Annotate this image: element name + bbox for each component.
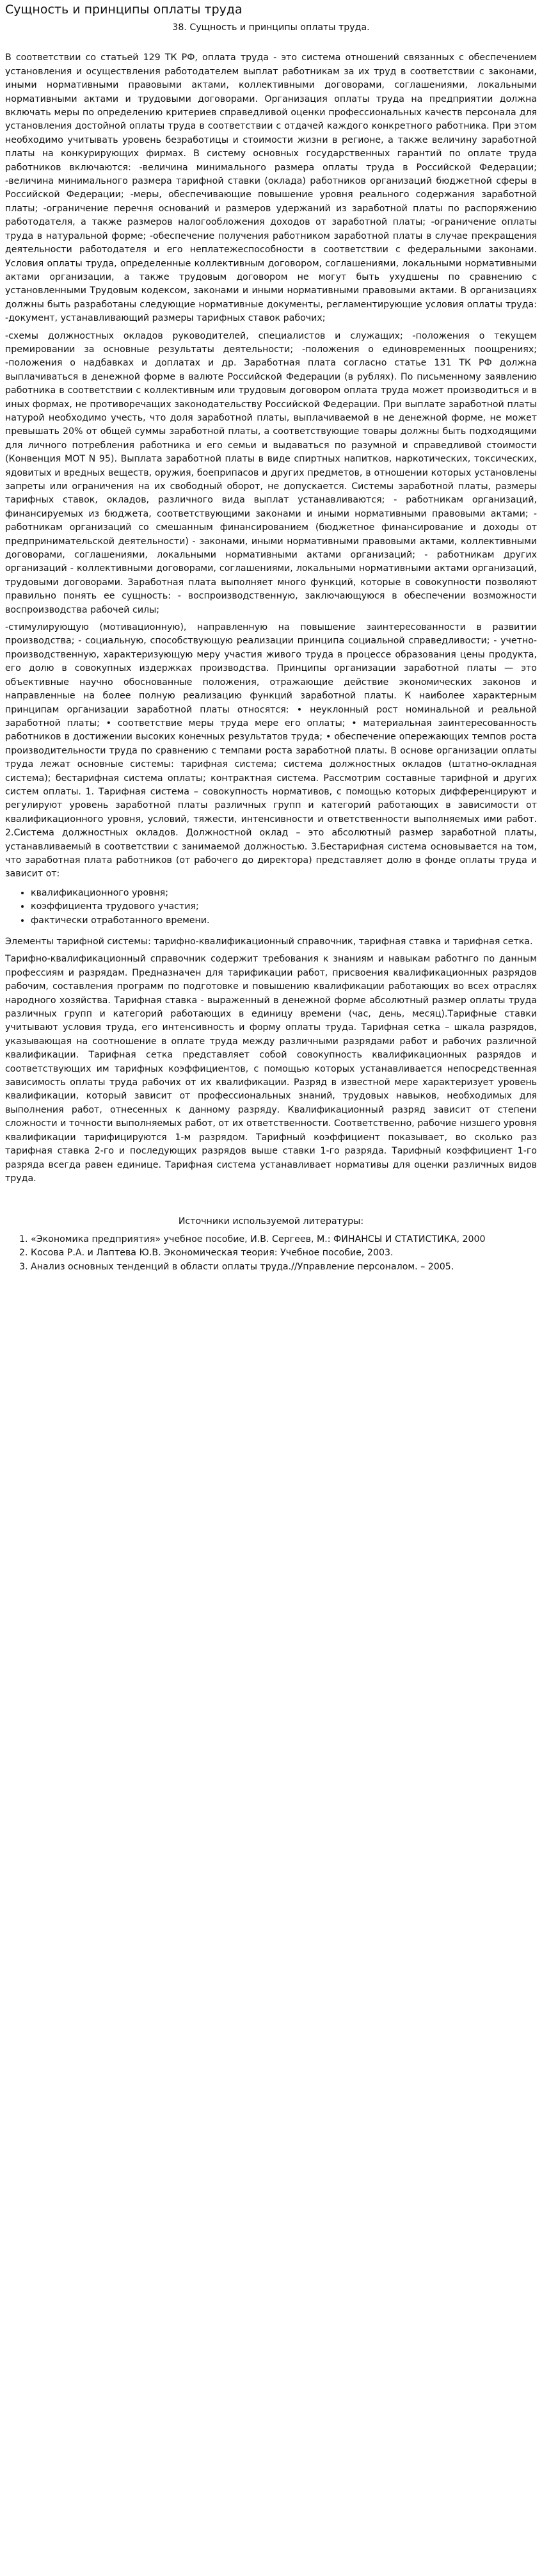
paragraph: Тарифно-квалификационный справочник содержит требования к знаниям и навыкам работнго по данным профессиям и разрядам. Предназначен для тарификации работ, присвоения квалификационных разрядов рабочим, составления программ по подготовке и повышению квалификации работающих во всех отраслях народного хозяйства. Тарифная ставка - выраженный в денежной форме абсолютный размер оплаты труда различных групп и категорий работающих в единицу времени (час, день, месяц).Тарифные ставки учитывают условия труда, его интенсивность и форму оплаты труда. Тарифная сетка – шкала разрядов, указывающая на соотношение в оплате труда между различными разрядами работ и рабочих различной квалификации. Тарифная сетка представляет собой совокупность квалификационных разрядов и соответствующих им тарифных коэффициентов, с помощью которых устанавливается непосредственная зависимость оплаты труда рабочих от их квалификации. Разряд в известной мере характеризует уровень квалификации, который зависит от профессиональных знаний, трудовых навыков, необходимых для выполнения работ, отнесенных к данному разряду. Квалификационный разряд зависит от степени сложности и точности выполняемых работ, от их ответственности. Соответственно, рабочие низшего уровня квалификации тарифицируются 1-м разрядом. Тарифный коэффициент показывает, во сколько раз тарифная ставка 2-го и последующих разрядов выше ставки 1-го разряда. Тарифный коэффициент 1-го разряда всегда равен единице. Тарифная система устанавливает нормативы для оценки различных видов труда. [5, 954, 537, 1184]
list-item: • фактически отработанного времени. [31, 914, 537, 928]
paragraph: В соответствии со статьей 129 ТК РФ, оплата труда - это система отношений связанных с обеспечением установления и осуществления работодателем выплат работникам за их труд в соответствии с законами, иными нормативными правовыми актами, коллективными договорами, соглашениями, локальными нормативными актами и трудовыми договорами. Организация оплаты труда на предприятии должна включать меры по определению критериев справедливой оценки профессиональных качеств персонала для установления достойной оплаты труда в соответствии с отдачей каждого конкретного работника. При этом необходимо учитывать уровень безработицы и стоимости жизни в регионе, а также величину заработной платы на конкурирующих фирмах. В систему основных государственных гарантий по оплате труда работников включаются: -величина минимального размера оплаты труда в Российской Федерации; -величина минимального размера тарифной ставки (оклада) работников организаций бюджетной сферы в Российской Федерации; -меры, обеспечивающие повышение уровня реального содержания заработной платы; -ограничение перечня оснований и размеров удержаний из заработной платы по распоряжению работодателя, а также размеров налогообложения доходов от заработной платы; -ограничение оплаты труда в натуральной форме; -обеспечение получения работником заработной платы в случае прекращения деятельности работодателя и его неплатежеспособности в соответствии с федеральными законами. Условия оплаты труда, определенные коллективным договором, соглашениями, локальными нормативными актами организации, а также трудовым договором не могут быть ухудшены по сравнению с установленными Трудовым кодексом, законами и иными нормативными правовыми актами. В организациях должны быть разработаны следующие нормативные документы, регламентирующие условия оплаты труда: -документ, устанавливающий размеры тарифных ставок рабочих; [5, 52, 537, 324]
list-item: 3. Анализ основных тенденций в области оплаты труда.//Управление персоналом. – 2005. [31, 1260, 537, 1274]
list-item: 1. «Экономика предприятия» учебное пособие, И.В. Сергеев, М.: ФИНАНСЫ И СТАТИСТИКА, 2000 [31, 1233, 537, 1246]
list-item: • квалификационного уровня; [31, 887, 537, 900]
list-item: • коэффициента трудового участия; [31, 900, 537, 914]
factors-list [5, 887, 537, 928]
list-item: 2. Косова Р.А. и Лаптева Ю.В. Экономическая теория: Учебное пособие, 2003. [31, 1246, 537, 1260]
paragraph: -стимулирующую (мотивационную), направленную на повышение заинтересованности в развитии производства; - социальную, способствующую реализации принципа социальной справедливости; - учетно-производственную, характеризующую меру участия живого труда в процессе образования цены продукта, его долю в совокупных издержках производства. Принципы организации заработной платы — это объективные научно обоснованные положения, отражающие действие экономических законов и направленные на более полную реализацию функций заработной платы. К наиболее характерным принципам организации заработной платы относятся: • неуклонный рост номинальной и реальной заработной платы; • соответствие меры труда мере его оплаты; • материальная заинтересованность работников в достижении высоких конечных результатов труда; • обеспечение опережающих темпов роста производительности труда по сравнению с темпами роста заработной платы. В основе организации оплаты труда лежат основные системы: тарифная система; система должностных окладов (штатно-окладная система); бестарифная система оплаты; контрактная система. Рассмотрим составные тарифной и других систем оплаты. 1. Тарифная система – совокупность нормативов, с помощью которых дифференцируют и регулируют уровень заработной платы различных групп и категорий работающих в зависимости от квалификационного уровня, условий, тяжести, интенсивности и ответственности выполняемых ими работ. 2.Система должностных окладов. Должностной оклад – это абсолютный размер заработной платы, устанавливаемый в соответствии с занимаемой должностью. 3.Бестарифная система основывается на том, что заработная плата работников (от рабочего до директора) представляет долю в фонде оплаты труда и зависит от: [5, 622, 537, 880]
article-subtitle: 38. Сущность и принципы оплаты труда. [172, 22, 370, 33]
sources-list [5, 1233, 537, 1274]
paragraph: Элементы тарифной системы: тарифно-квалификационный справочник, тарифная ставка и тарифная сетка. [5, 937, 533, 947]
paragraph: -схемы должностных окладов руководителей, специалистов и служащих; -положения о текущем премировании за основные результаты деятельности; -положения о единовременных поощрениях; -положения о надбавках и доплатах и др. Заработная плата согласно статье 131 ТК РФ должна выплачиваться в денежной форме в валюте Российской Федерации (в рублях). По письменному заявлению работника в соответствии с коллективным или трудовым договором оплата труда может производиться и в иных формах, не противоречащих законодательству Российской Федерации. При выплате заработной платы натурой необходимо учесть, что доля заработной платы, выплачиваемой в не денежной форме, не может превышать 20% от общей суммы заработной платы, а соответствующие товары должны быть подходящими для личного потребления работника и его семьи и выдаваться по разумной и справедливой стоимости (Конвенция МОТ N 95). Выплата заработной платы в виде спиртных напитков, наркотических, токсических, ядовитых и вредных веществ, оружия, боеприпасов и других предметов, в отношении которых установлены запреты или ограничения на их свободный оборот, не допускается. Системы заработной платы, размеры тарифных ставок, окладов, различного вида выплат устанавливаются; - работникам организаций, финансируемых из бюджета, соответствующими законами и иными нормативными правовыми актами; - работникам организаций со смешанным финансированием (бюджетное финансирование и доходы от предпринимательской деятельности) - законами, иными нормативными правовыми актами, коллективными договорами, соглашениями, локальными нормативными актами организаций; - работникам других организаций - коллективными договорами, соглашениями, локальными нормативными актами организаций, трудовыми договорами. Заработная плата выполняет много функций, которые в совокупности позволяют правильно понять ее сущность: - воспроизводственную, заключающуюся в обеспечении возможности воспроизводства рабочей силы; [5, 330, 537, 615]
document-page [0, 2, 542, 1274]
page-title: Сущность и принципы оплаты труда [5, 3, 243, 17]
sources-title: Источники используемой литературы: [178, 1216, 364, 1227]
